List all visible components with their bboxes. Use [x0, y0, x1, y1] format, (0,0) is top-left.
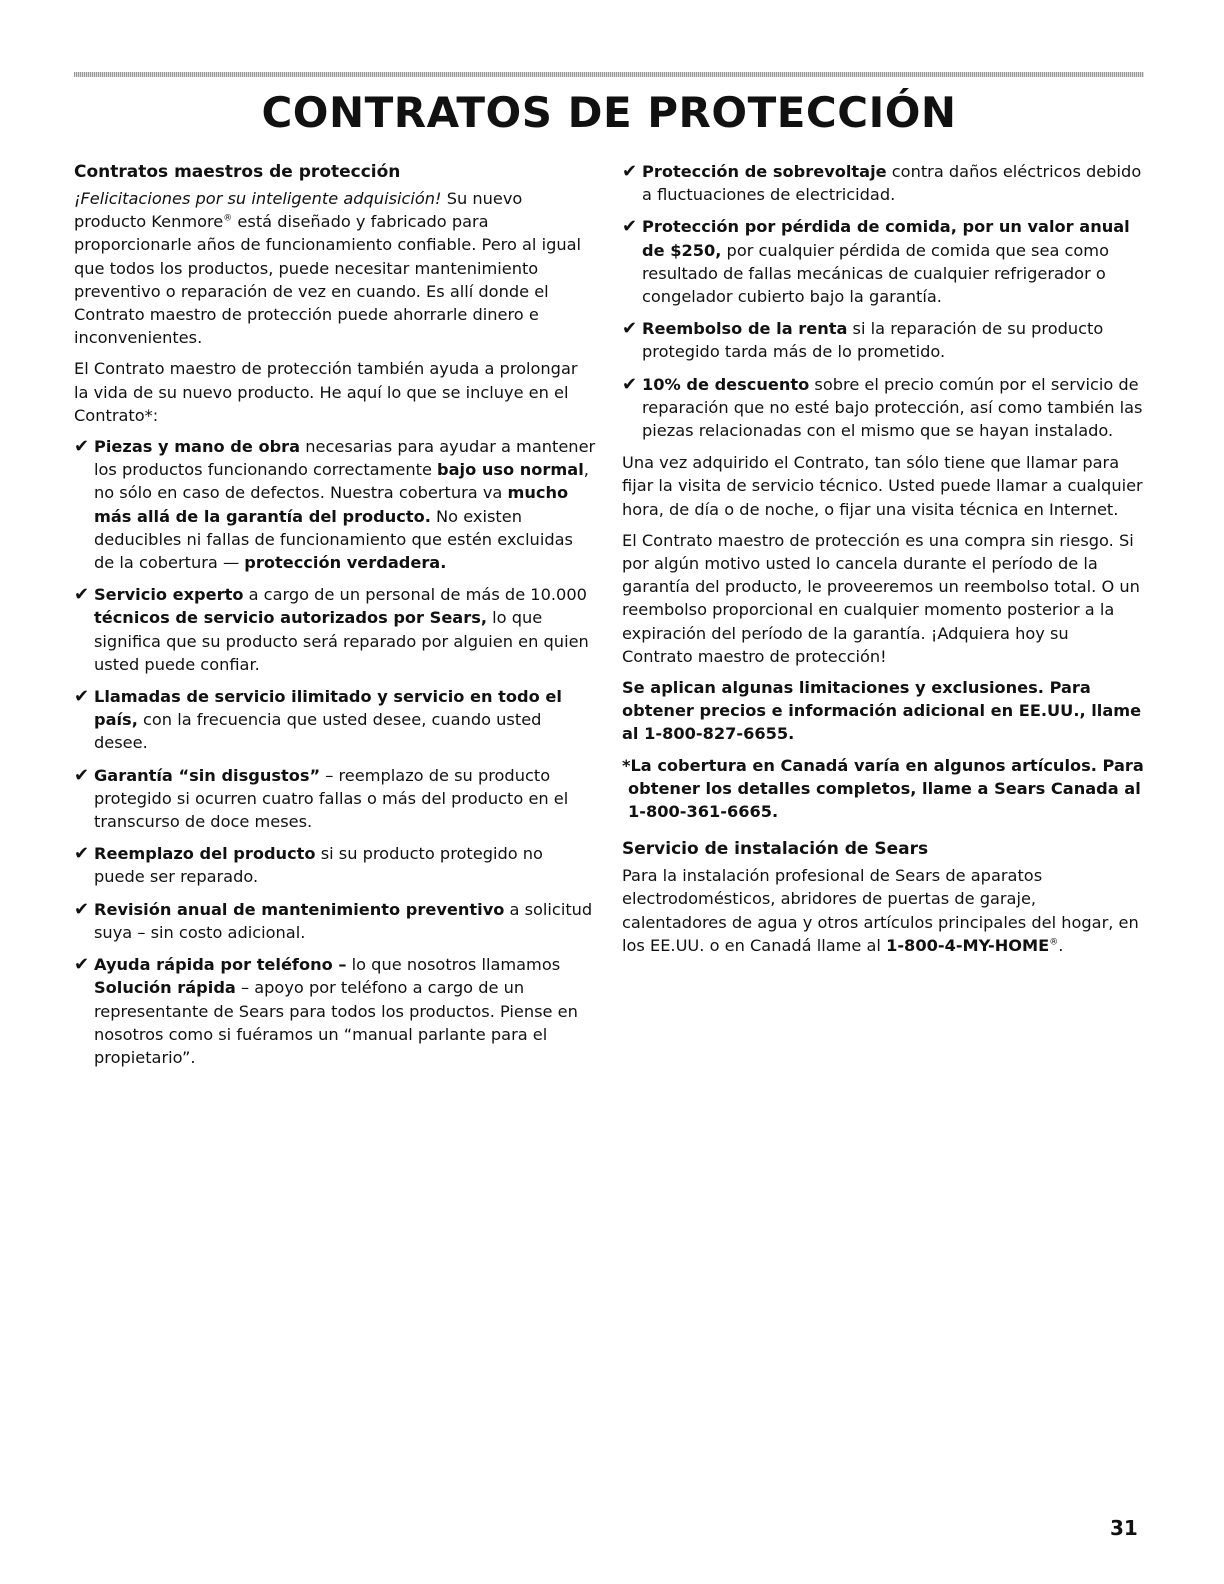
list-item: ✔ Llamadas de servicio ilimitado y servicio en todo el país, con la frecuencia que usted desee, cuando usted desee.: [74, 686, 562, 753]
list-item: ✔ Protección por pérdida de comida, por un valor anual de $250, por cualquier pérdida de comida que sea como resultado de fallas mecánicas de cualquier refrigerador o congelador cubierto bajo la garantía.: [622, 216, 1130, 307]
checkmark-icon: ✔: [74, 954, 90, 976]
right-column: [622, 160, 1144, 965]
limitations-paragraph: Se aplican algunas limitaciones y exclusiones. Para obtener precios e información adicional en EE.UU., llame al 1-800-827-6655.: [622, 678, 1142, 744]
list-item: ✔ Garantía “sin disgustos” – reemplazo de su producto protegido si ocurren cuatro fallas o más del producto en el transcurso de doce meses.: [74, 764, 569, 832]
page-number: 31: [1110, 1516, 1138, 1540]
page-title: CONTRATOS DE PROTECCIÓN: [261, 88, 957, 137]
checkmark-icon: ✔: [74, 898, 90, 920]
install-phone: 1-800-4-MY-HOME: [886, 935, 1050, 955]
section-heading-master-contracts: Contratos maestros de protección: [74, 162, 401, 182]
installation-paragraph: Para la instalación profesional de Sears de aparatos electrodomésticos, abridores de puertas de garaje, calentadores de agua y otros artículos principales del hogar, en los EE.UU. o en Canadá llame al 1-800-4-MY-HOME®.: [622, 866, 1139, 955]
risk-free-paragraph: El Contrato maestro de protección es una compra sin riesgo. Si por algún motivo usted lo cancela durante el período de la garantía del producto, le proveeremos un reembolso total. O un reembolso proporcional en cualquier momento posterior a la expiración del período de la garantía. ¡Adquiera hoy su Contrato maestro de protección!: [622, 530, 1140, 666]
checkmark-icon: ✔: [622, 161, 638, 182]
checkmark-icon: ✔: [74, 436, 90, 458]
list-item: ✔ Servicio experto a cargo de un personal de más de 10.000 técnicos de servicio autorizados por Sears, lo que significa que su producto será reparado por alguien en quien usted puede confiar.: [74, 584, 589, 674]
registered-mark: ®: [223, 213, 233, 224]
list-item: ✔ Reembolso de la renta si la reparación de su producto protegido tarda más de lo prometido.: [622, 318, 1104, 362]
registered-mark: ®: [1049, 937, 1059, 948]
checkmark-icon: ✔: [74, 686, 90, 708]
service-visit-paragraph: Una vez adquirido el Contrato, tan sólo tiene que llamar para fijar la visita de servicio técnico. Usted puede llamar a cualquier hora, de día o de noche, o fijar una visita técnica en Internet.: [622, 453, 1143, 519]
list-item: ✔ Ayuda rápida por teléfono – lo que nosotros llamamos Solución rápida – apoyo por teléfono a cargo de un representante de Sears para todos los productos. Piense en nosotros como si fuéramos un “manual parlante para el propietario”.: [74, 954, 578, 1067]
intro-italic: ¡Felicitaciones por su inteligente adquisición!: [74, 189, 442, 208]
canada-note: *La cobertura en Canadá varía en algunos artículos. Para obtener los detalles completos, llame a Sears Canada al 1-800-361-6665.: [622, 755, 1144, 822]
checkmark-icon: ✔: [622, 216, 638, 238]
left-column: [74, 160, 596, 1078]
intro-paragraph: ¡Felicitaciones por su inteligente adquisición! Su nuevo producto Kenmore® está diseñado y fabricado para proporcionarle años de funcionamiento confiable. Pero al igual que todos los productos, puede necesitar mantenimiento preventivo o reparación de vez en cuando. Es allí donde el Contrato maestro de protección puede ahorrarle dinero e inconvenientes.: [74, 189, 582, 348]
list-item: ✔ Revisión anual de mantenimiento preventivo a solicitud suya – sin costo adicional.: [74, 898, 593, 942]
checkmark-icon: ✔: [74, 584, 90, 606]
list-item: ✔ Protección de sobrevoltaje contra daños eléctricos debido a fluctuaciones de electricidad.: [622, 161, 1142, 205]
checkmark-icon: ✔: [622, 373, 638, 395]
top-rule: [74, 72, 1144, 77]
contract-paragraph: El Contrato maestro de protección también ayuda a prolongar la vida de su nuevo producto. He aquí lo que se incluye en el Contrato*:: [74, 359, 578, 425]
checkmark-icon: ✔: [622, 318, 638, 340]
list-item: ✔ Reemplazo del producto si su producto protegido no puede ser reparado.: [74, 843, 543, 887]
checkmark-icon: ✔: [74, 843, 90, 865]
section-heading-installation: Servicio de instalación de Sears: [622, 839, 929, 860]
list-item: ✔ Piezas y mano de obra necesarias para ayudar a mantener los productos funcionando correctamente bajo uso normal, no sólo en caso de defectos. Nuestra cobertura va mucho más allá de la garantía del producto. No existen deducibles ni fallas de funcionamiento que estén excluidas de la cobertura — protección verdadera.: [74, 436, 596, 573]
checkmark-icon: ✔: [74, 764, 90, 786]
list-item: ✔ 10% de descuento sobre el precio común por el servicio de reparación que no esté bajo protección, así como también las piezas relacionadas con el mismo que se hayan instalado.: [622, 373, 1143, 441]
